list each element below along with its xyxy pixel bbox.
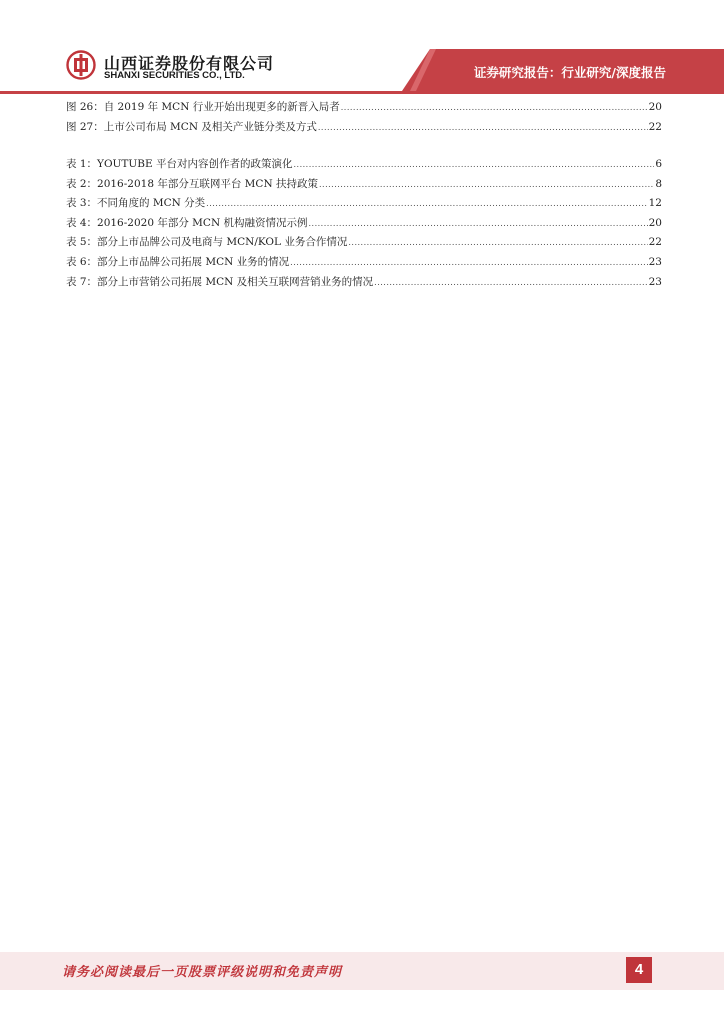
shanxi-securities-logo-icon — [66, 50, 96, 80]
toc-leader-dots — [293, 155, 654, 175]
header-divider — [0, 91, 724, 94]
toc-entry-table-1[interactable] — [66, 155, 662, 175]
toc-entry-page: 20 — [648, 101, 662, 113]
toc-entry-page: 23 — [648, 275, 662, 288]
report-type-label: 证券研究报告：行业研究/深度报告 — [473, 65, 666, 80]
toc-leader-dots — [341, 98, 648, 118]
toc-entry-page: 23 — [648, 255, 662, 268]
toc-entry-page: 22 — [648, 236, 662, 249]
toc-entry-figure-26[interactable] — [66, 98, 662, 118]
toc-entry-figure-27[interactable] — [66, 118, 662, 138]
toc-leader-dots — [319, 175, 654, 195]
toc-leader-dots — [309, 214, 648, 234]
toc-entry-label: 表 6：部分上市品牌公司拓展 MCN 业务的情况 — [66, 255, 290, 268]
toc-leader-dots — [206, 194, 647, 214]
company-name-cn: 山西证券股份有限公司 — [104, 54, 275, 73]
toc-entry-page: 12 — [648, 197, 662, 210]
footer-disclaimer: 请务必阅读最后一页股票评级说明和免责声明 — [62, 965, 343, 980]
toc-figures-list — [66, 98, 662, 137]
toc-entry-table-4[interactable] — [66, 214, 662, 234]
toc-entry-label: 表 4：2016-2020 年部分 MCN 机构融资情况示例 — [66, 216, 308, 229]
toc-entry-page: 20 — [648, 216, 662, 229]
toc-entry-label: 图 26：自 2019 年 MCN 行业开始出现更多的新晋入局者 — [66, 101, 340, 113]
toc-entry-label: 表 3：不同角度的 MCN 分类 — [66, 197, 206, 210]
toc-entry-table-7[interactable] — [66, 273, 662, 293]
toc-entry-page: 6 — [655, 158, 662, 170]
toc-entry-label: 表 2：2016-2018 年部分互联网平台 MCN 扶持政策 — [66, 177, 318, 190]
toc-entry-table-3[interactable] — [66, 194, 662, 214]
toc-entry-table-2[interactable] — [66, 175, 662, 195]
toc-entry-table-6[interactable] — [66, 253, 662, 273]
toc-leader-dots — [374, 273, 647, 293]
company-name-en: SHANXI SECURITIES CO., LTD. — [104, 70, 245, 81]
toc-entry-page: 8 — [655, 177, 662, 190]
toc-entry-label: 表 1：YOUTUBE 平台对内容创作者的政策演化 — [66, 158, 293, 170]
toc-leader-dots — [318, 118, 648, 138]
toc-entry-table-5[interactable] — [66, 233, 662, 253]
page-number-badge: 4 — [626, 957, 652, 983]
toc-tables-list — [66, 155, 662, 292]
toc-entry-label: 图 27：上市公司布局 MCN 及相关产业链分类及方式 — [66, 120, 317, 133]
toc-entry-label: 表 7：部分上市营销公司拓展 MCN 及相关互联网营销业务的情况 — [66, 275, 374, 288]
toc-leader-dots — [290, 253, 647, 273]
toc-entry-label: 表 5：部分上市品牌公司及电商与 MCN/KOL 业务合作情况 — [66, 236, 348, 249]
toc-leader-dots — [348, 233, 647, 253]
toc-entry-page: 22 — [648, 120, 662, 133]
